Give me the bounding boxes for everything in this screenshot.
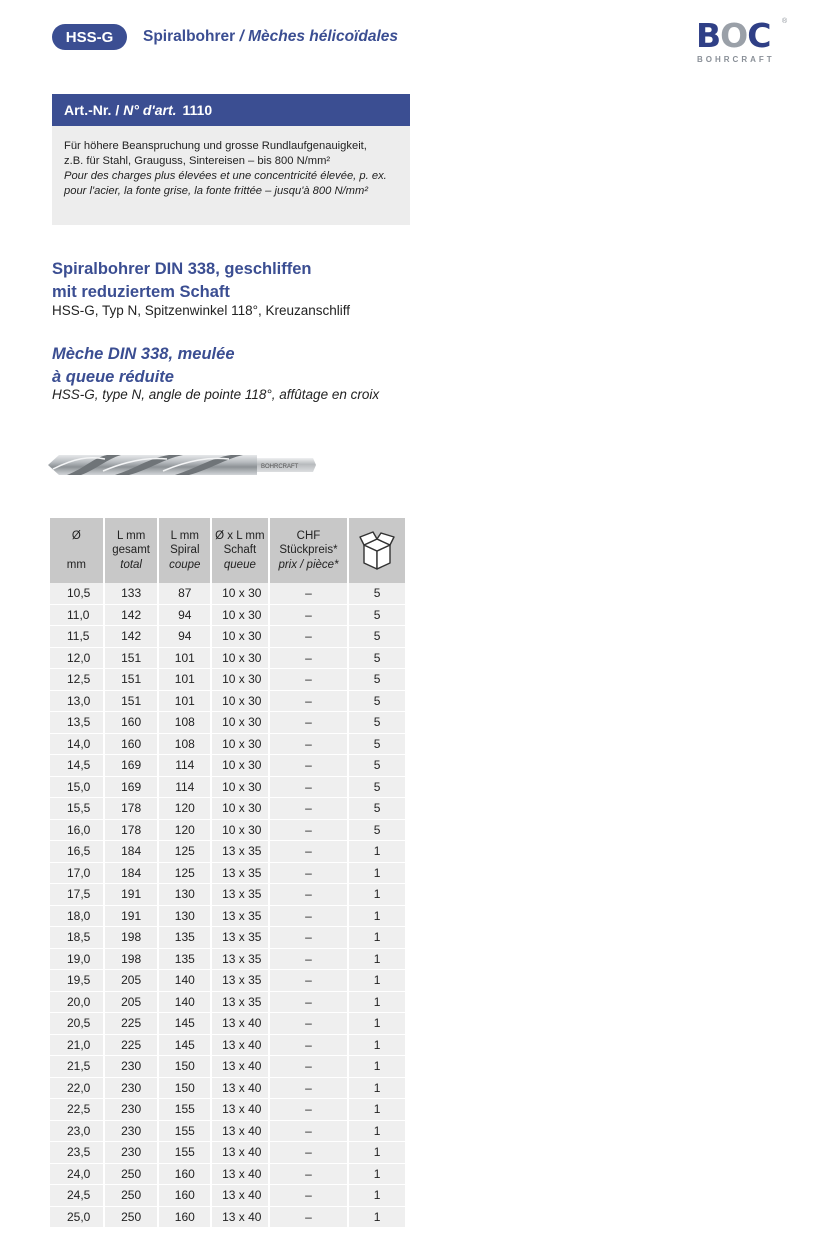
table-row [50, 949, 405, 971]
cell-diameter: 21,5 [50, 1056, 103, 1078]
cell-spiral-length: 150 [159, 1056, 210, 1078]
cell-diameter: 17,5 [50, 884, 103, 906]
cell-pack-quantity: 1 [349, 1035, 405, 1057]
cell-pack-quantity: 1 [349, 1142, 405, 1164]
header-diameter-symbol: Ø [71, 530, 81, 542]
cell-shank: 10 x 30 [212, 712, 268, 734]
cell-pack-quantity: 5 [349, 691, 405, 713]
description-de-line1: Für höhere Beanspruchung und grosse Rundlaufgenauigkeit, [64, 140, 367, 152]
cell-shank: 13 x 35 [212, 970, 268, 992]
cell-total-length: 250 [105, 1164, 158, 1186]
cell-spiral-length: 130 [159, 906, 210, 928]
cell-shank: 10 x 30 [212, 605, 268, 627]
cell-pack-quantity: 1 [349, 1013, 405, 1035]
cell-spiral-length: 94 [159, 626, 210, 648]
logo-letter-c: C [747, 16, 771, 55]
cell-spiral-length: 140 [159, 970, 210, 992]
cell-total-length: 225 [105, 1035, 158, 1057]
cell-pack-quantity: 1 [349, 992, 405, 1014]
cell-total-length: 169 [105, 755, 158, 777]
table-row [50, 1056, 405, 1078]
table-row [50, 1035, 405, 1057]
cell-spiral-length: 101 [159, 669, 210, 691]
cell-pack-quantity: 1 [349, 884, 405, 906]
cell-price: – [270, 1121, 348, 1143]
cell-spiral-length: 125 [159, 863, 210, 885]
cell-spiral-length: 120 [159, 820, 210, 842]
table-row [50, 669, 405, 691]
cell-shank: 10 x 30 [212, 798, 268, 820]
description-fr-line1: Pour des charges plus élevées et une concentricité élevée, p. ex. [64, 170, 387, 182]
cell-price: – [270, 691, 348, 713]
cell-pack-quantity: 1 [349, 927, 405, 949]
cell-spiral-length: 101 [159, 648, 210, 670]
cell-pack-quantity: 1 [349, 949, 405, 971]
logo-letter-o: O [720, 16, 748, 55]
cell-price: – [270, 626, 348, 648]
cell-spiral-length: 155 [159, 1099, 210, 1121]
heading-fr: Mèches hélicoïdales [248, 28, 398, 45]
description-fr-line2: pour l'acier, la fonte grise, la fonte frittée – jusqu'à 800 N/mm² [64, 185, 369, 197]
cell-diameter: 13,0 [50, 691, 103, 713]
cell-pack-quantity: 1 [349, 1207, 405, 1229]
cell-pack-quantity: 5 [349, 755, 405, 777]
cell-total-length: 230 [105, 1142, 158, 1164]
cell-price: – [270, 970, 348, 992]
drill-engraving: BOHRCRAFT [261, 464, 299, 470]
table-row [50, 798, 405, 820]
product-subtitle-de: HSS-G, Typ N, Spitzenwinkel 118°, Kreuzanschliff [52, 303, 351, 318]
table-row [50, 863, 405, 885]
cell-spiral-length: 108 [159, 712, 210, 734]
cell-price: – [270, 1035, 348, 1057]
cell-pack-quantity: 5 [349, 798, 405, 820]
cell-total-length: 184 [105, 863, 158, 885]
cell-total-length: 230 [105, 1121, 158, 1143]
box-icon [358, 529, 396, 573]
cell-diameter: 23,0 [50, 1121, 103, 1143]
cell-shank: 13 x 35 [212, 863, 268, 885]
table-row [50, 777, 405, 799]
cell-shank: 13 x 35 [212, 949, 268, 971]
cell-pack-quantity: 5 [349, 777, 405, 799]
cell-pack-quantity: 1 [349, 970, 405, 992]
cell-total-length: 184 [105, 841, 158, 863]
cell-spiral-length: 150 [159, 1078, 210, 1100]
header-diameter-unit: mm [66, 558, 86, 571]
header-shank-de: Schaft [223, 544, 257, 557]
header-price [270, 518, 348, 583]
table-body [50, 583, 405, 1228]
heading-separator: / [235, 28, 249, 45]
header-diameter [50, 518, 103, 583]
cell-diameter: 24,5 [50, 1185, 103, 1207]
cell-total-length: 178 [105, 798, 158, 820]
cell-shank: 13 x 35 [212, 992, 268, 1014]
cell-pack-quantity: 1 [349, 1164, 405, 1186]
cell-total-length: 205 [105, 992, 158, 1014]
cell-total-length: 198 [105, 949, 158, 971]
cell-spiral-length: 101 [159, 691, 210, 713]
product-title-fr-line1: Mèche DIN 338, meulée [52, 345, 235, 363]
cell-diameter: 19,5 [50, 970, 103, 992]
cell-price: – [270, 949, 348, 971]
header-shank [212, 518, 268, 583]
header-price-currency: CHF [296, 529, 321, 542]
table-row [50, 820, 405, 842]
table-row [50, 992, 405, 1014]
product-title-fr-line2: à queue réduite [52, 368, 174, 386]
registered-mark: ® [782, 18, 788, 25]
table-row [50, 1078, 405, 1100]
cell-spiral-length: 94 [159, 605, 210, 627]
cell-price: – [270, 992, 348, 1014]
cell-spiral-length: 108 [159, 734, 210, 756]
header-spiral-length-unit: L mm [170, 529, 199, 542]
cell-shank: 10 x 30 [212, 777, 268, 799]
cell-price: – [270, 669, 348, 691]
cell-diameter: 18,5 [50, 927, 103, 949]
cell-spiral-length: 135 [159, 927, 210, 949]
table-row [50, 1185, 405, 1207]
cell-diameter: 18,0 [50, 906, 103, 928]
cell-spiral-length: 145 [159, 1035, 210, 1057]
cell-spiral-length: 135 [159, 949, 210, 971]
cell-pack-quantity: 1 [349, 906, 405, 928]
cell-shank: 13 x 40 [212, 1164, 268, 1186]
cell-pack-quantity: 5 [349, 583, 405, 605]
cell-shank: 13 x 40 [212, 1185, 268, 1207]
heading-de: Spiralbohrer [143, 28, 236, 45]
header-total-length-fr: total [120, 558, 142, 571]
header-price-de: Stückpreis* [279, 544, 338, 557]
cell-spiral-length: 160 [159, 1207, 210, 1229]
cell-shank: 13 x 40 [212, 1056, 268, 1078]
cell-pack-quantity: 5 [349, 669, 405, 691]
cell-spiral-length: 125 [159, 841, 210, 863]
cell-shank: 10 x 30 [212, 648, 268, 670]
cell-price: – [270, 1142, 348, 1164]
cell-diameter: 16,0 [50, 820, 103, 842]
cell-price: – [270, 777, 348, 799]
cell-shank: 10 x 30 [212, 626, 268, 648]
cell-total-length: 230 [105, 1099, 158, 1121]
description-de-line2: z.B. für Stahl, Grauguss, Sintereisen – bis 800 N/mm² [64, 155, 331, 167]
cell-price: – [270, 841, 348, 863]
cell-diameter: 24,0 [50, 1164, 103, 1186]
table-row [50, 605, 405, 627]
cell-pack-quantity: 1 [349, 841, 405, 863]
table-header-row [50, 518, 405, 583]
cell-shank: 10 x 30 [212, 820, 268, 842]
cell-shank: 13 x 40 [212, 1013, 268, 1035]
cell-diameter: 12,5 [50, 669, 103, 691]
table-row [50, 755, 405, 777]
cell-shank: 13 x 40 [212, 1099, 268, 1121]
cell-total-length: 250 [105, 1207, 158, 1229]
table-row [50, 927, 405, 949]
table-row [50, 1121, 405, 1143]
cell-shank: 13 x 40 [212, 1035, 268, 1057]
cell-shank: 13 x 35 [212, 927, 268, 949]
cell-price: – [270, 734, 348, 756]
cell-diameter: 20,0 [50, 992, 103, 1014]
cell-diameter: 19,0 [50, 949, 103, 971]
cell-pack-quantity: 5 [349, 605, 405, 627]
cell-spiral-length: 145 [159, 1013, 210, 1035]
cell-total-length: 151 [105, 669, 158, 691]
cell-shank: 10 x 30 [212, 755, 268, 777]
cell-price: – [270, 884, 348, 906]
cell-diameter: 15,5 [50, 798, 103, 820]
cell-shank: 13 x 40 [212, 1078, 268, 1100]
table-row [50, 712, 405, 734]
cell-pack-quantity: 5 [349, 820, 405, 842]
cell-diameter: 10,5 [50, 583, 103, 605]
table-row [50, 691, 405, 713]
header-total-length-unit: L mm [116, 529, 146, 542]
logo-wordmark: BOHRCRAFT [697, 55, 775, 64]
cell-pack-quantity: 1 [349, 1185, 405, 1207]
cell-pack-quantity: 5 [349, 648, 405, 670]
cell-shank: 10 x 30 [212, 734, 268, 756]
header-price-fr: prix / pièce* [278, 558, 339, 571]
cell-price: – [270, 798, 348, 820]
logo-letter-b: B [696, 16, 721, 55]
cell-price: – [270, 1099, 348, 1121]
table-row [50, 841, 405, 863]
cell-total-length: 225 [105, 1013, 158, 1035]
product-title-de-line1: Spiralbohrer DIN 338, geschliffen [52, 260, 312, 278]
cell-total-length: 250 [105, 1185, 158, 1207]
cell-price: – [270, 1207, 348, 1229]
cell-total-length: 230 [105, 1056, 158, 1078]
table-row [50, 583, 405, 605]
cell-spiral-length: 87 [159, 583, 210, 605]
cell-total-length: 169 [105, 777, 158, 799]
cell-diameter: 16,5 [50, 841, 103, 863]
table-row [50, 970, 405, 992]
cell-diameter: 15,0 [50, 777, 103, 799]
cell-diameter: 13,5 [50, 712, 103, 734]
cell-total-length: 151 [105, 691, 158, 713]
cell-total-length: 198 [105, 927, 158, 949]
cell-pack-quantity: 5 [349, 626, 405, 648]
cell-spiral-length: 120 [159, 798, 210, 820]
cell-total-length: 160 [105, 734, 158, 756]
cell-total-length: 205 [105, 970, 158, 992]
cell-diameter: 25,0 [50, 1207, 103, 1229]
bohrcraft-logo [696, 18, 791, 66]
cell-pack-quantity: 5 [349, 734, 405, 756]
cell-total-length: 160 [105, 712, 158, 734]
cell-price: – [270, 820, 348, 842]
cell-pack-quantity: 1 [349, 1121, 405, 1143]
cell-pack-quantity: 1 [349, 1056, 405, 1078]
cell-price: – [270, 1185, 348, 1207]
table-row [50, 626, 405, 648]
table-row [50, 1013, 405, 1035]
cell-spiral-length: 114 [159, 755, 210, 777]
page-heading [143, 28, 398, 46]
article-label-de: Art.-Nr. / [64, 102, 120, 118]
cell-price: – [270, 755, 348, 777]
cell-diameter: 17,0 [50, 863, 103, 885]
cell-diameter: 11,5 [50, 626, 103, 648]
logo-mark [696, 18, 770, 54]
header-total-length-de: gesamt [112, 544, 150, 557]
header-shank-fr: queue [223, 558, 256, 571]
cell-shank: 13 x 35 [212, 906, 268, 928]
product-title-de [52, 258, 312, 304]
article-label-fr: N° d'art. [123, 102, 177, 118]
header-total-length [105, 518, 158, 583]
cell-spiral-length: 160 [159, 1185, 210, 1207]
cell-spiral-length: 140 [159, 992, 210, 1014]
product-title-de-line2: mit reduziertem Schaft [52, 283, 230, 301]
cell-total-length: 151 [105, 648, 158, 670]
cell-total-length: 230 [105, 1078, 158, 1100]
cell-shank: 10 x 30 [212, 669, 268, 691]
drill-size-table [48, 518, 407, 1228]
cell-price: – [270, 605, 348, 627]
cell-price: – [270, 927, 348, 949]
table-row [50, 1142, 405, 1164]
header-shank-unit: Ø x L mm [215, 529, 265, 542]
cell-diameter: 11,0 [50, 605, 103, 627]
cell-price: – [270, 1078, 348, 1100]
cell-diameter: 22,5 [50, 1099, 103, 1121]
cell-pack-quantity: 1 [349, 863, 405, 885]
cell-price: – [270, 1013, 348, 1035]
table-row [50, 734, 405, 756]
cell-shank: 13 x 40 [212, 1121, 268, 1143]
cell-shank: 10 x 30 [212, 691, 268, 713]
description-box [52, 126, 410, 225]
table-row [50, 1207, 405, 1229]
cell-diameter: 21,0 [50, 1035, 103, 1057]
cell-shank: 13 x 35 [212, 841, 268, 863]
cell-pack-quantity: 1 [349, 1099, 405, 1121]
cell-total-length: 178 [105, 820, 158, 842]
drill-bit-image [45, 446, 320, 484]
cell-diameter: 14,5 [50, 755, 103, 777]
cell-shank: 13 x 40 [212, 1207, 268, 1229]
table-row [50, 648, 405, 670]
cell-pack-quantity: 5 [349, 712, 405, 734]
cell-price: – [270, 863, 348, 885]
cell-shank: 10 x 30 [212, 583, 268, 605]
category-badge: HSS-G [52, 24, 127, 50]
cell-spiral-length: 155 [159, 1142, 210, 1164]
header-spiral-length-de: Spiral [170, 544, 200, 557]
cell-total-length: 142 [105, 605, 158, 627]
cell-diameter: 14,0 [50, 734, 103, 756]
table-row [50, 1099, 405, 1121]
cell-spiral-length: 130 [159, 884, 210, 906]
cell-spiral-length: 155 [159, 1121, 210, 1143]
cell-diameter: 23,5 [50, 1142, 103, 1164]
cell-price: – [270, 1056, 348, 1078]
article-number: 1110 [182, 102, 213, 118]
cell-shank: 13 x 40 [212, 1142, 268, 1164]
cell-diameter: 12,0 [50, 648, 103, 670]
cell-price: – [270, 583, 348, 605]
cell-shank: 13 x 35 [212, 884, 268, 906]
cell-spiral-length: 160 [159, 1164, 210, 1186]
table-row [50, 1164, 405, 1186]
cell-total-length: 142 [105, 626, 158, 648]
cell-total-length: 191 [105, 884, 158, 906]
cell-price: – [270, 712, 348, 734]
header-spiral-length-fr: coupe [169, 558, 201, 571]
header-pack-quantity [349, 518, 405, 583]
product-title-fr [52, 343, 235, 389]
cell-pack-quantity: 1 [349, 1078, 405, 1100]
product-subtitle-fr: HSS-G, type N, angle de pointe 118°, affûtage en croix [52, 387, 380, 402]
cell-spiral-length: 114 [159, 777, 210, 799]
article-number-bar [52, 94, 410, 126]
cell-price: – [270, 648, 348, 670]
cell-total-length: 191 [105, 906, 158, 928]
table-row [50, 906, 405, 928]
cell-price: – [270, 906, 348, 928]
cell-total-length: 133 [105, 583, 158, 605]
cell-price: – [270, 1164, 348, 1186]
header-spiral-length [159, 518, 210, 583]
cell-diameter: 22,0 [50, 1078, 103, 1100]
table-row [50, 884, 405, 906]
cell-diameter: 20,5 [50, 1013, 103, 1035]
